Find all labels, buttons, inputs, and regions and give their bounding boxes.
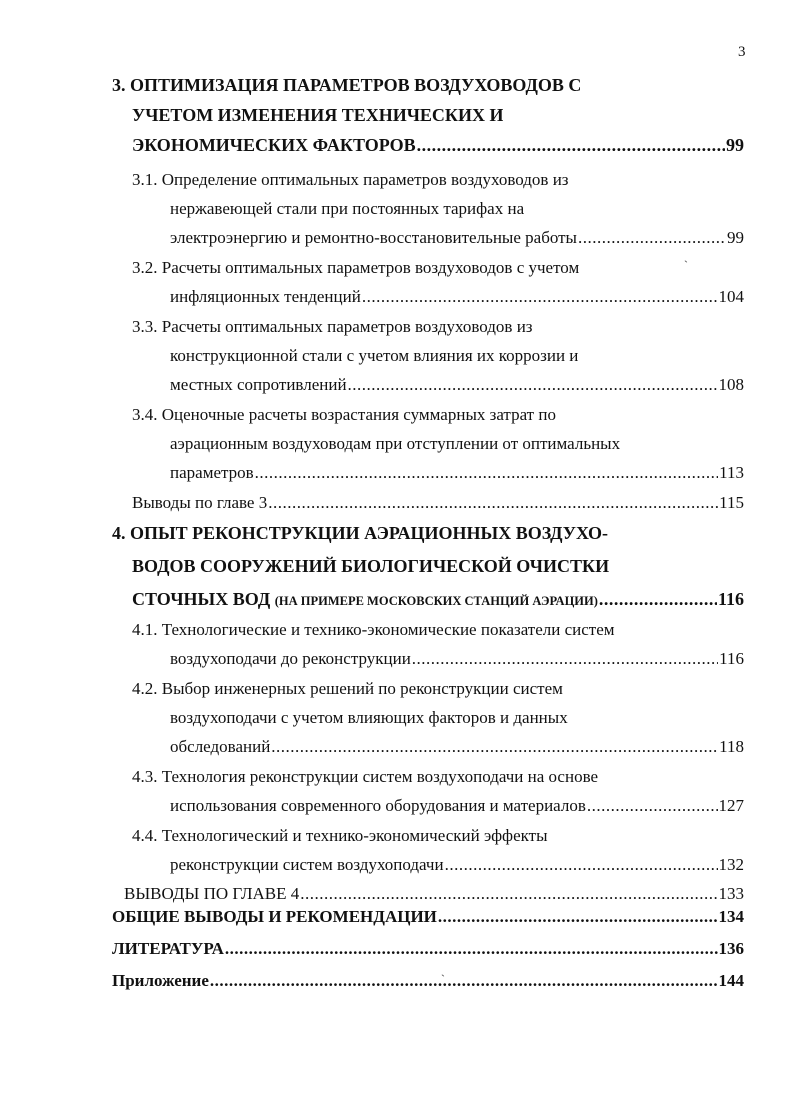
section-3-1-line2: нержавеющей стали при постоянных тарифах на [170,199,525,218]
chapter4-title-text [132,588,598,612]
section-3-4-page: 113 [719,463,744,482]
leader-dots [210,970,718,992]
section-4-3-line2: использования современного оборудования и материалов [170,796,586,815]
section-3-2-page: 104 [718,287,744,306]
leader-dots [417,134,725,156]
section-4-2-line1: 4.2. Выбор инженерных решений по реконструкции систем [132,679,563,698]
section-3-1-line3: электроэнергию и ремонтно-восстановительные работы [170,228,577,247]
appendix-page: 144 [718,971,744,990]
section-3-3-page: 108 [718,375,744,394]
page-number: 3 [738,44,746,60]
section-4-3-line1: 4.3. Технология реконструкции систем воздухоподачи на основе [132,767,599,786]
chapter4-title-line2: ВОДОВ СООРУЖЕНИЙ БИОЛОГИЧЕСКОЙ ОЧИСТКИ [132,556,610,576]
section-3-4-line1: 3.4. Оценочные расчеты возрастания суммарных затрат по [132,405,556,424]
section-4-4-line2: реконструкции систем воздухоподачи [170,855,444,874]
general-conclusions-entry[interactable] [112,906,744,928]
chapter4-conclusions-label: ВЫВОДЫ ПО ГЛАВЕ 4 [124,884,300,903]
section-4-1-page: 116 [719,649,744,668]
section-3-1-line1: 3.1. Определение оптимальных параметров воздуховодов из [132,170,569,189]
scan-speck: ` [441,972,445,986]
chapter3-title-text: ЭКОНОМИЧЕСКИХ ФАКТОРОВ [132,135,416,155]
leader-dots [348,374,718,396]
chapter3-title-line3[interactable] [132,134,744,156]
section-3-1-page: 99 [727,228,744,247]
leader-dots [255,462,718,484]
section-3-3-line2: конструкционной стали с учетом влияния их коррозии и [170,346,579,365]
section-4-4-line1: 4.4. Технологический и технико-экономический эффекты [132,826,548,845]
literature-label: ЛИТЕРАТУРА [112,939,224,958]
section-4-4-entry[interactable] [170,854,744,876]
section-3-1-entry[interactable] [170,227,744,249]
chapter4-title-line3[interactable] [132,588,744,612]
section-4-2-line2: воздухоподачи с учетом влияющих факторов и данных [170,708,568,727]
section-3-2-entry[interactable] [170,286,744,308]
section-4-3-page: 127 [718,796,744,815]
chapter3-conclusions-entry[interactable] [132,492,744,514]
general-conclusions-label: ОБЩИЕ ВЫВОДЫ И РЕКОМЕНДАЦИИ [112,907,437,926]
section-3-4-line3: параметров [170,463,254,482]
section-3-2-line2: инфляционных тенденций [170,287,361,306]
section-4-2-page: 118 [719,737,744,756]
chapter3-conclusions-page: 115 [719,493,744,512]
literature-page: 136 [718,939,744,958]
chapter4-conclusions-page: 133 [718,884,744,903]
leader-dots [445,854,718,876]
section-4-1-line1: 4.1. Технологические и технико-экономические показатели систем [132,620,615,639]
leader-dots [599,588,717,610]
leader-dots [225,938,718,960]
section-3-2-line1: 3.2. Расчеты оптимальных параметров воздуховодов с учетом [132,258,580,277]
section-3-4-entry[interactable] [170,462,744,484]
leader-dots [412,648,718,670]
chapter3-title-line2: УЧЕТОМ ИЗМЕНЕНИЯ ТЕХНИЧЕСКИХ И [132,105,504,125]
leader-dots [578,227,726,249]
appendix-label: Приложение [112,971,209,990]
section-4-2-entry[interactable] [170,736,744,758]
leader-dots [438,906,718,928]
chapter3-title-line1: 3. ОПТИМИЗАЦИЯ ПАРАМЕТРОВ ВОЗДУХОВОДОВ С [112,75,582,95]
chapter4-page: 116 [717,589,744,609]
section-3-3-line3: местных сопротивлений [170,375,347,394]
general-conclusions-page: 134 [718,907,744,926]
chapter4-title-main: СТОЧНЫХ ВОД [132,589,271,609]
chapter4-title-line1: 4. ОПЫТ РЕКОНСТРУКЦИИ АЭРАЦИОННЫХ ВОЗДУХО- [112,523,609,543]
chapter4-title-note: (НА ПРИМЕРЕ МОСКОВСКИХ СТАНЦИЙ АЭРАЦИИ) [274,594,598,608]
section-3-3-line1: 3.3. Расчеты оптимальных параметров воздуховодов из [132,317,533,336]
leader-dots [362,286,718,308]
section-4-2-line3: обследований [170,737,271,756]
leader-dots [587,795,718,817]
section-3-4-line2: аэрационным воздуховодам при отступлении от оптимальных [170,434,621,453]
section-4-1-entry[interactable] [170,648,744,670]
section-4-1-line2: воздухоподачи до реконструкции [170,649,411,668]
chapter3-page: 99 [726,135,744,155]
chapter4-conclusions-entry[interactable] [124,883,744,905]
chapter3-conclusions-label: Выводы по главе 3 [132,493,268,512]
section-3-3-entry[interactable] [170,374,744,396]
scan-speck: ` [684,258,688,272]
section-4-4-page: 132 [718,855,744,874]
literature-entry[interactable] [112,938,744,960]
leader-dots [271,736,718,758]
leader-dots [300,883,717,905]
section-4-3-entry[interactable] [170,795,744,817]
appendix-entry[interactable] [112,970,744,992]
leader-dots [268,492,718,514]
